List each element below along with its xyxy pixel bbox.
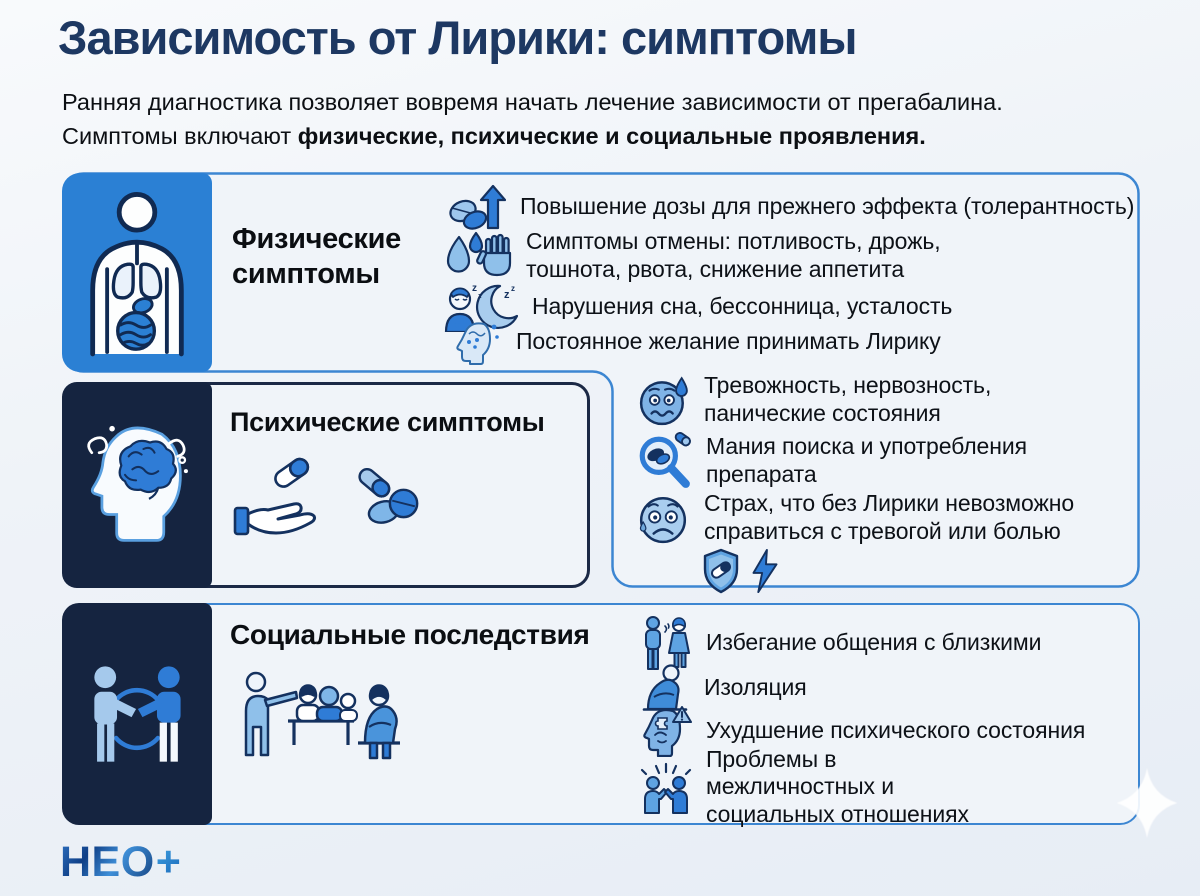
symptom-text: Мания поиска и употребления препарата (706, 433, 1027, 487)
symptom-text: Постоянное желание принимать Лирику (516, 328, 941, 355)
drug-seeking-icon (636, 432, 692, 490)
head-brain-icon (77, 415, 197, 555)
mental-decline-icon (638, 705, 692, 757)
symptom-text: Симптомы отмены: потливость, дрожь, тошнота, рвота, снижение аппетита (526, 228, 941, 282)
page-title: Зависимость от Лирики: симптомы (58, 11, 857, 64)
hand-capsule-icon (232, 452, 330, 549)
section-title-physical: Физические симптомы (232, 223, 402, 291)
logo-plus: + (155, 838, 182, 886)
z-glyph: z (504, 289, 510, 301)
page-subtitle (62, 86, 1132, 154)
symptom-item (636, 490, 1124, 545)
symptom-item (446, 228, 970, 283)
symptom-item (638, 372, 1049, 427)
symptom-text: Проблемы в межличностных и социальных отношениях (706, 745, 969, 827)
symptom-item (448, 184, 1134, 230)
anxiety-face-icon (638, 374, 690, 426)
symptom-text: Нарушения сна, бессонница, усталость (532, 293, 953, 320)
subtitle-line2-bold: физические, психические и социальные проявления. (297, 122, 926, 149)
section-title-psychological: Психические симптомы (230, 407, 545, 437)
body-organs-icon (84, 189, 190, 357)
group-exclusion-icon (236, 655, 404, 766)
z-glyph: z (472, 283, 477, 294)
social-section-tile (62, 603, 212, 825)
social-people-icon (78, 652, 196, 776)
fear-face-icon (636, 491, 690, 545)
symptom-item (450, 320, 941, 364)
conflict-icon (640, 760, 692, 814)
dose-increase-icon (448, 184, 506, 230)
symptom-item (636, 432, 1066, 490)
sparkle-icon (1112, 768, 1182, 838)
logo-text: НЕО (60, 838, 155, 886)
protection-icons (702, 548, 780, 594)
avoidance-icon (640, 615, 692, 671)
symptom-text: Повышение дозы для прежнего эффекта (толерантность) (520, 193, 1135, 220)
pills-pair-icon (348, 462, 428, 533)
z-glyph: z (511, 284, 515, 293)
subtitle-line2: Симптомы включают (62, 122, 292, 149)
symptom-text: Ухудшение психического состояния (706, 717, 1086, 744)
symptom-text: Изоляция (704, 674, 807, 701)
withdrawal-icon (446, 229, 512, 283)
symptom-text: Избегание общения с близкими (706, 629, 1042, 656)
subtitle-line1: Ранняя диагностика позволяет вовремя начать лечение зависимости от прегабалина. (62, 89, 1003, 115)
section-title-social: Социальные последствия (230, 619, 590, 650)
logo (60, 838, 181, 887)
physical-section-tile (62, 173, 212, 372)
craving-icon (450, 319, 502, 365)
z-glyph: z (478, 293, 482, 300)
psychological-section-tile (62, 382, 212, 588)
symptom-text: Страх, что без Лирики невозможно справиться с тревогой или болью (704, 490, 1075, 544)
symptom-text: Тревожность, нервозность, панические состояния (704, 372, 992, 426)
lightning-icon (750, 548, 780, 594)
shield-pill-icon (702, 548, 740, 594)
symptom-item (640, 616, 1041, 670)
symptom-item (640, 745, 1011, 827)
